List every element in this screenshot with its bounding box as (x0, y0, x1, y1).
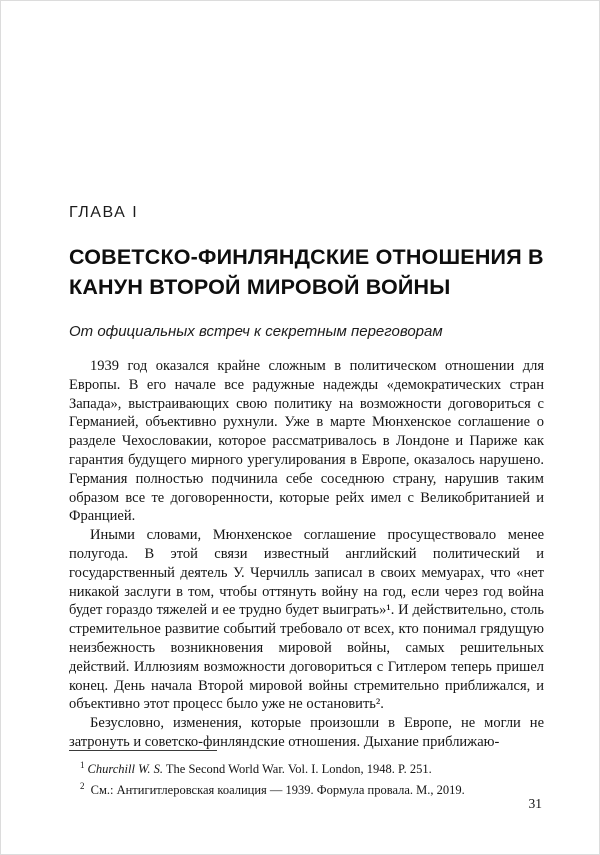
page-content (69, 204, 544, 752)
footnote-marker: 1 (80, 760, 85, 770)
footnote-divider (69, 750, 217, 751)
footnote (69, 757, 544, 778)
paragraph: Безусловно, изменения, которые произошли в Европе, не могли не затронуть и советско-финляндские отношения. Дыхание приближаю- (69, 715, 544, 750)
footnote-text: The Second World War. Vol. I. London, 1948. P. 251. (165, 762, 432, 777)
chapter-heading: ГЛАВА I (69, 204, 139, 221)
page-number: 31 (528, 796, 542, 811)
paragraph: 1939 год оказался крайне сложным в политическом отношении для Европы. В его начале все радужные надежды «демократических стран Запада», выстраивающих свою политику на возможности договориться с Германией, объективно рухнули. Уже в марте Мюнхенское соглашение о разделе Чехословакии, которое рассматривалось в Лондоне и Париже как гарантия будущего мирного урегулирования в Европе, оказалось нарушено. Германия полностью подчинила себе соседнюю страну, нарушив таким образом все те договоренности, которые рейх имел с Великобританией и Францией. (69, 358, 544, 525)
body-text (69, 357, 544, 752)
section-subtitle: От официальных встреч к секретным переговорам (69, 323, 443, 340)
footnote-text: См.: Антигитлеровская коалиция — 1939. Формула провала. М., 2019. (90, 783, 465, 798)
footnotes (69, 750, 544, 799)
footnote (69, 778, 544, 799)
chapter-title: СОВЕТСКО-ФИНЛЯНДСКИЕ ОТНОШЕНИЯ В КАНУН ВТОРОЙ МИРОВОЙ ВОЙНЫ (69, 245, 544, 299)
footnote-author: Churchill W. S. (87, 762, 163, 777)
footnote-marker: 2 (80, 781, 85, 792)
paragraph: Иными словами, Мюнхенское соглашение просуществовало менее полугода. В этой связи известный английский политический и государственный деятель У. Черчилль записал в своих мемуарах, что «нет никакой заслуги в том, чтобы оттянуть войну на год, если через год война будет гораздо тяжелей и ее трудно будет выиграть»¹. И действительно, столь стремительное развитие событий требовало от всех, кто понимал грядущую неизбежность возникновения мировой войны, самых решительных действий. Иллюзиям возможности договориться с Гитлером теперь пришел конец. День начала Второй мировой войны стремительно приближался, и объективно этот процесс было уже не остановить². (69, 527, 544, 713)
